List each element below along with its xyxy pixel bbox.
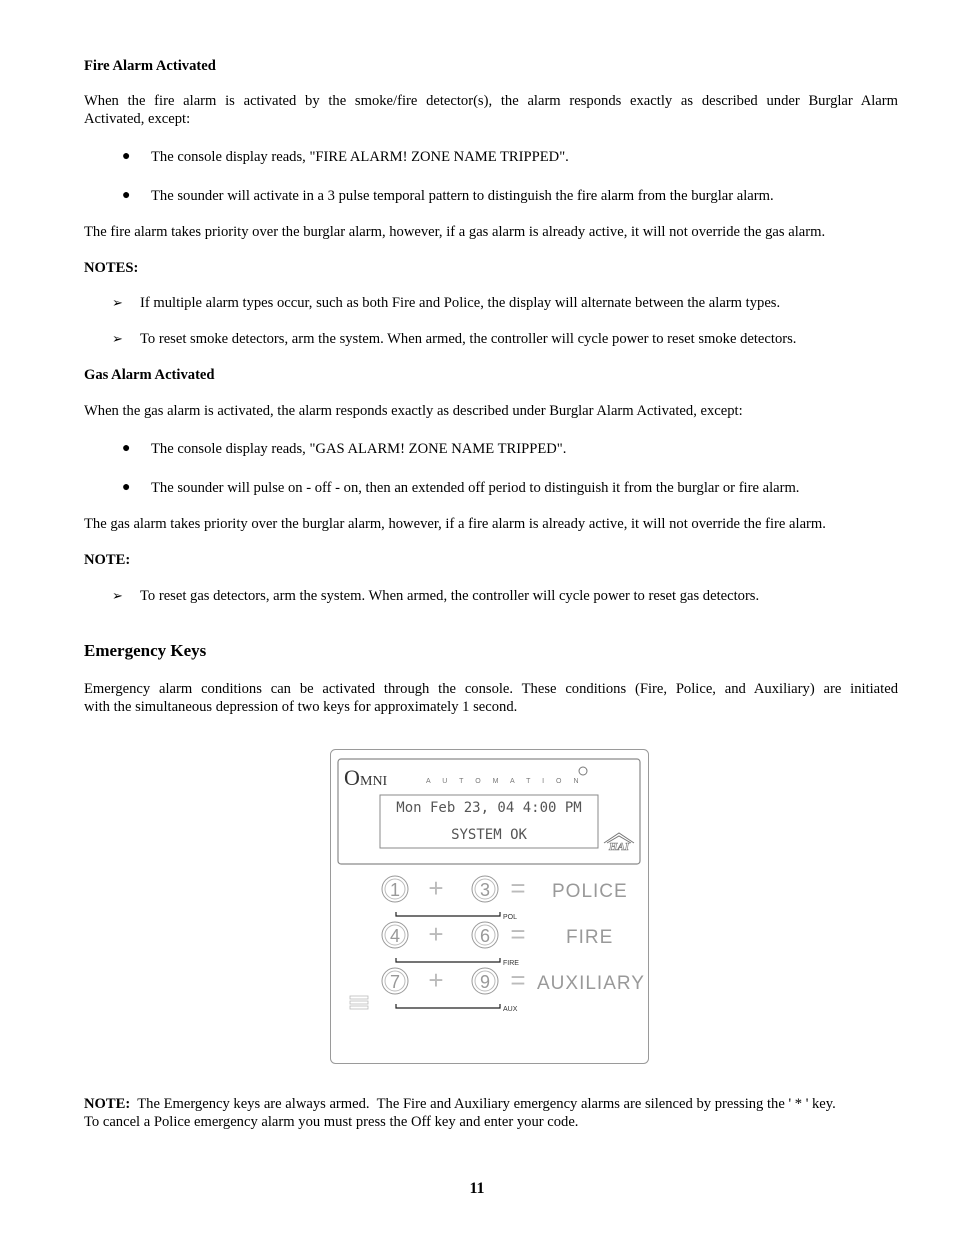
key-1-label: 1 — [389, 880, 401, 900]
emergency-line1: Emergency alarm conditions can be activated through the console. These conditions (Fire, Police, and Auxiliary) are initiated — [84, 681, 898, 697]
brand-omni-rest: MNI — [360, 774, 388, 789]
footer-note-line1 — [84, 1095, 904, 1113]
page-number: 11 — [469, 1180, 485, 1197]
arrow-bullet-icon: ➢ — [112, 331, 123, 346]
equals-icon: = — [510, 919, 526, 949]
hai-logo-text: HAI — [608, 841, 630, 853]
fire-priority: The fire alarm takes priority over the burglar alarm, however, if a gas alarm is already active, it will not override the gas alarm. — [84, 224, 826, 240]
plus-icon: + — [428, 919, 444, 949]
footer-note-label: NOTE: — [84, 1096, 131, 1112]
key-7-label: 7 — [389, 972, 401, 992]
bullet-icon: ● — [122, 441, 131, 456]
fire-intro-line1: When the fire alarm is activated by the smoke/fire detector(s), the alarm responds exactly as described under Burglar Alarm — [84, 93, 898, 109]
fire-notes-label: NOTES: — [84, 260, 139, 276]
bullet-icon: ● — [122, 188, 131, 203]
console-illustration — [330, 749, 649, 1064]
plus-icon: + — [428, 965, 444, 995]
brand-automation: A U T O M A T I O N — [426, 778, 584, 785]
footer-note-line2: To cancel a Police emergency alarm you must press the Off key and enter your code. — [84, 1114, 579, 1130]
brand-omni-o: O — [344, 765, 360, 790]
plus-icon: + — [428, 873, 444, 903]
gas-priority: The gas alarm takes priority over the burglar alarm, however, if a fire alarm is already active, it will not override the fire alarm. — [84, 516, 826, 532]
key-9-label: 9 — [479, 972, 491, 992]
lcd-line-1: Mon Feb 23, 04 4:00 PM — [396, 800, 582, 816]
key-6-label: 6 — [479, 926, 491, 946]
aux-tag: AUX — [503, 1006, 518, 1013]
bullet-icon: ● — [122, 480, 131, 495]
lcd-line-2: SYSTEM OK — [451, 827, 527, 843]
arrow-bullet-icon: ➢ — [112, 588, 123, 603]
fire-bullet-1: The console display reads, "FIRE ALARM! ZONE NAME TRIPPED". — [151, 149, 569, 165]
footer-note-text: The Emergency keys are always armed. The Fire and Auxiliary emergency alarms are silenced by pressing the ' * ' key. — [130, 1096, 836, 1112]
equals-icon: = — [510, 873, 526, 903]
bullet-icon: ● — [122, 149, 131, 164]
fire-note-1: If multiple alarm types occur, such as both Fire and Police, the display will alternate between the alarm types. — [140, 295, 781, 311]
gas-intro: When the gas alarm is activated, the alarm responds exactly as described under Burglar Alarm Activated, except: — [84, 403, 743, 419]
emergency-line2: with the simultaneous depression of two keys for approximately 1 second. — [84, 699, 518, 715]
fire-tag: FIRE — [503, 960, 519, 967]
police-label: POLICE — [552, 881, 628, 902]
equals-icon: = — [510, 965, 526, 995]
fire-bullet-2: The sounder will activate in a 3 pulse temporal pattern to distinguish the fire alarm from the burglar alarm. — [151, 188, 774, 204]
fire-alarm-heading: Fire Alarm Activated — [84, 58, 216, 74]
gas-note-label: NOTE: — [84, 552, 131, 568]
auxiliary-label: AUXILIARY — [537, 973, 645, 994]
gas-bullet-1: The console display reads, "GAS ALARM! ZONE NAME TRIPPED". — [151, 441, 567, 457]
fire-label: FIRE — [566, 927, 614, 948]
pol-tag: POL — [503, 914, 518, 921]
emergency-keys-heading: Emergency Keys — [84, 641, 207, 660]
key-4-label: 4 — [389, 926, 401, 946]
console-drawing — [330, 749, 649, 1064]
fire-note-2: To reset smoke detectors, arm the system. When armed, the controller will cycle power to reset smoke detectors. — [140, 331, 797, 347]
gas-bullet-2: The sounder will pulse on - off - on, then an extended off period to distinguish it from the burglar or fire alarm. — [151, 480, 800, 496]
gas-alarm-heading: Gas Alarm Activated — [84, 367, 215, 383]
gas-note-1: To reset gas detectors, arm the system. When armed, the controller will cycle power to reset gas detectors. — [140, 588, 760, 604]
key-3-label: 3 — [479, 880, 491, 900]
arrow-bullet-icon: ➢ — [112, 295, 123, 310]
fire-intro-line2: Activated, except: — [84, 111, 191, 127]
